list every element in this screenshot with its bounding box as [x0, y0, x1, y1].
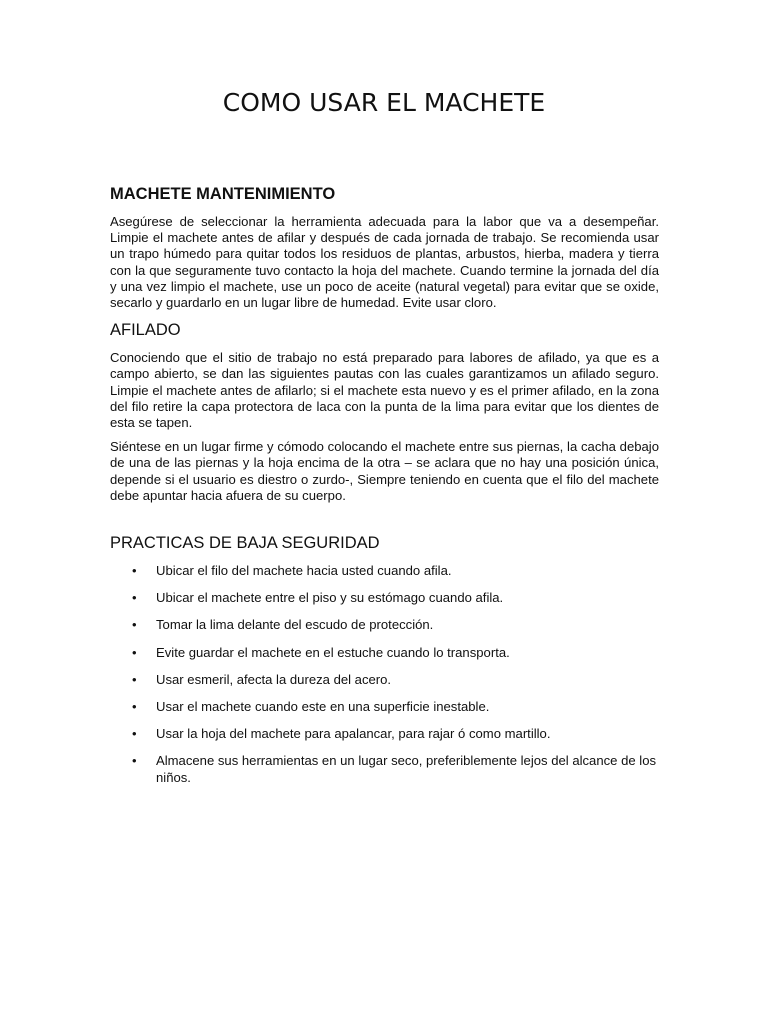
bullet-icon: • [132, 590, 137, 606]
list-item [110, 645, 659, 661]
bullet-icon: • [132, 617, 137, 633]
paragraph: Conociendo que el sitio de trabajo no está preparado para labores de afilado, ya que es a campo abierto, se dan las siguientes pautas con las cuales garantizamos un afilado seguro. Limpie el machete antes de afilarlo; si el machete esta nuevo y es el primer afilado, en la zona del filo retire la capa protectora de laca con la punta de la lima para evitar que los dientes de esta se tapen. [110, 350, 659, 431]
list-item [110, 753, 659, 785]
list-item [110, 726, 659, 742]
section-practicas [110, 534, 659, 786]
paragraph: Asegúrese de seleccionar la herramienta adecuada para la labor que va a desempeñar. Limpie el machete antes de afilar y después de cada jornada de trabajo. Se recomienda usar un trapo húmedo para quitar todos los residuos de plantas, arbustos, hierba, madera y tierra con la que seguramente tuvo contacto la hoja del machete. Cuando termine la jornada del día y una vez limpio el machete, use un poco de aceite (natural vegetal) para evitar que se oxide, secarlo y guardarlo en un lugar libre de humedad. Evite usar cloro. [110, 214, 659, 311]
bullet-icon: • [132, 671, 137, 687]
section-heading-afilado: AFILADO [110, 321, 181, 340]
list-item-text: Ubicar el machete entre el piso y su estómago cuando afila. [156, 590, 504, 606]
document-body [110, 185, 659, 797]
bullet-icon: • [132, 563, 137, 579]
list-item-text: Evite guardar el machete en el estuche cuando lo transporta. [156, 644, 510, 660]
list-item [110, 699, 659, 715]
list-item [110, 590, 659, 606]
paragraph: Siéntese en un lugar firme y cómodo colocando el machete entre sus piernas, la cacha debajo de una de las piernas y la hoja encima de la otra – se aclara que no hay una posición única, depende si el usuario es diestro o zurdo-, Siempre teniendo en cuenta que el filo del machete debe apuntar hacia afuera de su cuerpo. [110, 439, 659, 503]
list-item-text: Tomar la lima delante del escudo de protección. [156, 617, 434, 633]
bullet-icon: • [132, 644, 137, 660]
list-item [110, 563, 659, 579]
bullet-icon: • [132, 726, 137, 742]
section-heading-mantenimiento: MACHETE MANTENIMIENTO [110, 185, 336, 203]
bullet-icon: • [132, 699, 137, 715]
section-heading-practicas: PRACTICAS DE BAJA SEGURIDAD [110, 534, 380, 553]
list-item-text: Ubicar el filo del machete hacia usted cuando afila. [156, 563, 452, 579]
list-item-text: Usar esmeril, afecta la dureza del acero. [156, 671, 392, 687]
bullet-icon: • [132, 753, 137, 769]
list-item-text: Almacene sus herramientas en un lugar seco, preferiblemente lejos del alcance de los niños. [156, 753, 657, 785]
list-item [110, 672, 659, 688]
section-afilado [110, 321, 659, 504]
section-mantenimiento [110, 185, 659, 311]
list-item-text: Usar el machete cuando este en una superficie inestable. [156, 699, 490, 715]
practicas-list [110, 563, 659, 786]
list-item [110, 617, 659, 633]
list-item-text: Usar la hoja del machete para apalancar, para rajar ó como martillo. [156, 726, 551, 742]
document-title: COMO USAR EL MACHETE [222, 88, 546, 117]
